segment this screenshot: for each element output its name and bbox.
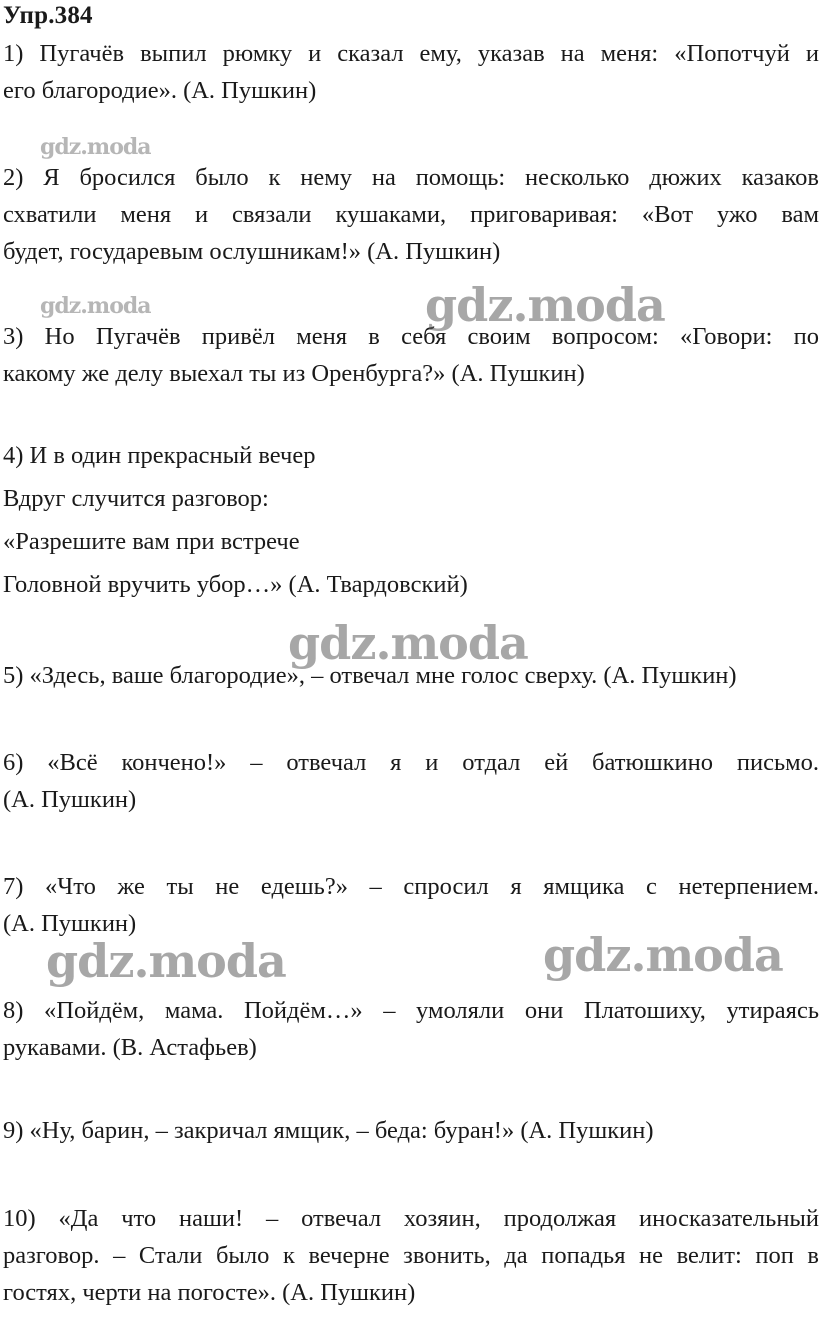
sentence-4-line-4: Головной вручить убор…» (А. Твардовский) [3, 571, 468, 598]
sentence-7-line-2: (А. Пушкин) [3, 910, 137, 937]
sentence-4-line-1: 4) И в один прекрасный вечер [3, 442, 316, 469]
sentence-8-line-2: рукавами. (В. Астафьев) [3, 1034, 257, 1061]
watermark-small-2: gdz.moda [40, 293, 151, 319]
sentence-3-line-1: 3) Но Пугачёв привёл меня в себя своим вопросом: «Говори: по [3, 323, 819, 350]
sentence-4-line-2: Вдруг случится разговор: [3, 485, 269, 512]
sentence-5-line-1: 5) «Здесь, ваше благородие», – отвечал мне голос сверху. (А. Пушкин) [3, 662, 737, 689]
sentence-10-line-1: 10) «Да что наши! – отвечал хозяин, продолжая иносказательный [3, 1205, 819, 1232]
sentence-1-line-2: его благородие». (А. Пушкин) [3, 77, 317, 104]
sentence-10-line-3: гостях, черти на погосте». (А. Пушкин) [3, 1279, 416, 1306]
sentence-1 [3, 35, 819, 109]
sentence-2-line-1: 2) Я бросился было к нему на помощь: несколько дюжих казаков [3, 164, 819, 191]
watermark-small-1: gdz.moda [40, 134, 151, 160]
sentence-2 [3, 159, 819, 270]
sentence-4-line-3: «Разрешите вам при встрече [3, 528, 300, 555]
watermark-large-2: gdz.moda [288, 616, 528, 670]
sentence-9 [3, 1112, 819, 1149]
sentence-8-line-1: 8) «Пойдём, мама. Пойдём…» – умоляли они Платошиху, утираясь [3, 997, 819, 1024]
watermark-large-1: gdz.moda [425, 278, 665, 332]
sentence-9-line-1: 9) «Ну, барин, – закричал ямщик, – беда: буран!» (А. Пушкин) [3, 1117, 654, 1144]
sentence-6-line-1: 6) «Всё кончено!» – отвечал я и отдал ей батюшкино письмо. [3, 749, 819, 776]
sentence-6-line-2: (А. Пушкин) [3, 786, 137, 813]
sentence-7-line-1: 7) «Что же ты не едешь?» – спросил я ямщика с нетерпением. [3, 873, 819, 900]
sentence-8 [3, 992, 819, 1066]
exercise-title: Упр.384 [3, 2, 93, 29]
watermark-large-4: gdz.moda [543, 928, 783, 982]
sentence-6 [3, 744, 819, 818]
sentence-2-line-2: схватили меня и связали кушаками, приговаривая: «Вот ужо вам [3, 201, 819, 228]
sentence-10-line-2: разговор. – Стали было к вечерне звонить, да попадья не велит: поп в [3, 1242, 819, 1269]
sentence-2-line-3: будет, государевым ослушникам!» (А. Пушкин) [3, 238, 501, 265]
sentence-1-line-1: 1) Пугачёв выпил рюмку и сказал ему, указав на меня: «Попотчуй и [3, 40, 819, 67]
sentence-3 [3, 318, 819, 392]
watermark-large-3: gdz.moda [46, 934, 286, 988]
sentence-3-line-2: какому же делу выехал ты из Оренбурга?» (А. Пушкин) [3, 360, 585, 387]
sentence-10 [3, 1200, 819, 1311]
